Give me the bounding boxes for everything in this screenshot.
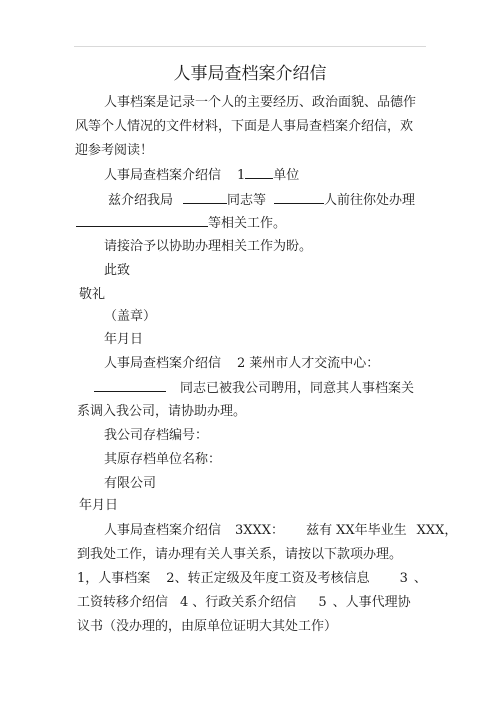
letter3-item-5-num: 5: [318, 595, 327, 610]
top-rule: [74, 46, 426, 47]
letter3-item-1: 1，人事档案: [77, 571, 151, 586]
letter3-item-3: 工资转移介绍信: [77, 595, 169, 610]
letter2-company: 有限公司: [104, 476, 157, 491]
letter3-line1-d: 年毕业生: [354, 523, 407, 538]
letter3-item-2-num: 2: [166, 571, 175, 586]
letter2-archive-no: 我公司存档编号：: [104, 428, 209, 443]
blank-line: [245, 166, 273, 179]
letter1-line2-c: 人前往你处办理: [324, 193, 416, 208]
intro-line-1: 人事档案是记录一个人的主要经历、政治面貌、品德作: [104, 95, 417, 110]
letter3-line2: 到我处工作，请办理有关人事关系，请按以下款项办理。: [77, 547, 403, 562]
page-title: 人事局查档案介绍信: [173, 64, 327, 84]
letter3-heading: [104, 522, 457, 540]
letter3-line1-e: XXX，: [416, 523, 458, 538]
letter1-heading: [104, 166, 299, 185]
letter2-date: 年月日: [79, 498, 119, 513]
blank-line: [183, 191, 227, 204]
letter3-items-line1: [77, 570, 427, 588]
letter1-closing-1: 此致: [104, 263, 131, 278]
letter3-item-2: 、转正定级及年度工资及考核信息: [174, 571, 370, 586]
letter1-heading-suffix: 单位: [273, 168, 300, 183]
letter1-date: 年月日: [104, 332, 144, 347]
letter1-closing-2: 敬礼: [79, 287, 106, 302]
letter3-item-4-num: 4: [180, 595, 189, 610]
letter3-item-4: 、行政关系介绍信: [192, 595, 297, 610]
blank-line: [94, 379, 166, 392]
letter2-line3: 系调入我公司，请协助办理。: [77, 404, 247, 419]
letter3-number: 3XXX：: [235, 523, 285, 538]
blank-line: [274, 191, 324, 204]
letter3-items-line2: [77, 594, 411, 612]
letter3-line1-b: 兹有: [306, 523, 333, 538]
intro-line-2: 风等个人情况的文件材料，下面是人事局查档案介绍信，欢: [75, 119, 414, 134]
letter1-line3-suffix: 等相关工作。: [208, 216, 287, 231]
letter2-recipient: 莱州市人才交流中心：: [249, 356, 380, 371]
intro-line-3: 迎参考阅读！: [75, 143, 154, 158]
letter1-request: 请接洽予以协助办理相关工作为盼。: [104, 239, 313, 254]
letter1-line2: [108, 191, 415, 210]
letter1-line3: [76, 214, 286, 233]
letter1-heading-text: 人事局查档案介绍信: [104, 168, 222, 183]
letter2-line2: [94, 379, 414, 398]
letter1-line2-a: 兹介绍我局: [108, 193, 174, 208]
letter3-item-3-sep: 、: [413, 571, 427, 586]
blank-line: [76, 214, 208, 227]
letter1-seal: （盖章）: [104, 309, 157, 324]
letter2-line2-text: 同志已被我公司聘用，同意其人事档案关: [180, 381, 415, 396]
letter1-number: 1: [237, 168, 246, 183]
letter2-number: 2: [237, 356, 246, 371]
letter2-heading: [104, 355, 379, 373]
letter1-line2-b: 同志等: [227, 193, 267, 208]
letter3-item-5: 、人事代理协: [332, 595, 411, 610]
letter3-heading-text: 人事局查档案介绍信: [104, 523, 222, 538]
letter3-items-line3: 议书（没办理的，由原单位证明大其处工作）: [77, 619, 338, 634]
letter2-heading-text: 人事局查档案介绍信: [104, 356, 222, 371]
letter3-item-3-num: 3: [399, 571, 408, 586]
letter3-line1-c: XX: [336, 523, 355, 538]
letter2-orig-unit: 其原存档单位名称：: [104, 452, 222, 467]
